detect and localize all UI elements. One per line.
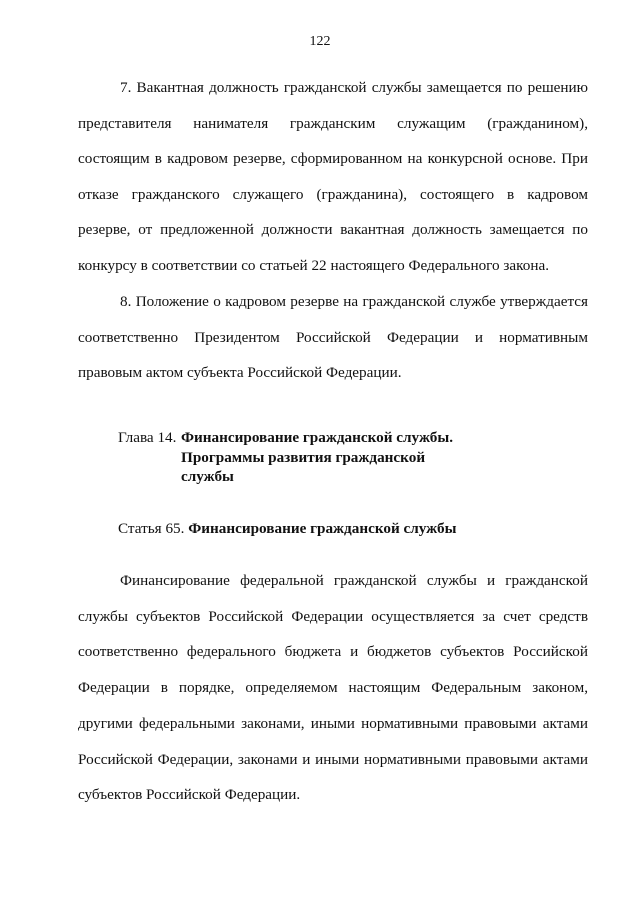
paragraph-7: 7. Вакантная должность гражданской службы замещается по решению представителя нанимателя гражданским служащим (гражданином), состоящим в кадровом резерве, сформированном на конкурсной основе. При отказе гражданского служащего (гражданина), состоящего в кадровом резерве, от предложенной должности вакантная должность замещается по конкурсу в соответствии со статьей 22 настоящего Федерального закона. [78,79,588,274]
article-heading [118,519,456,539]
chapter-title-line-2: Программы развития гражданской [181,448,426,466]
article-65-body: Финансирование федеральной гражданской службы и гражданской службы субъектов Российской Федерации осуществляется за счет средств соответственно федерального бюджета и бюджетов субъектов Российской Федерации в порядке, определяемом настоящим Федеральным законом, другими федеральными законами, иными нормативными правовыми актами Российской Федерации, законами и иными нормативными правовыми актами субъектов Российской Федерации. [78,572,588,804]
paragraph-8: 8. Положение о кадровом резерве на гражданской службе утверждается соответственно Президентом Российской Федерации и нормативным правовым актом субъекта Российской Федерации. [78,293,588,382]
article-title: Финансирование гражданской службы [188,520,457,537]
chapter-title [181,428,501,487]
article-prefix: Статья 65. [118,520,185,537]
chapter-title-line-1: Финансирование гражданской службы. [181,429,454,446]
page-number: 122 [309,34,331,49]
chapter-prefix: Глава 14. [118,429,177,446]
chapter-title-line-3: службы [181,468,234,485]
